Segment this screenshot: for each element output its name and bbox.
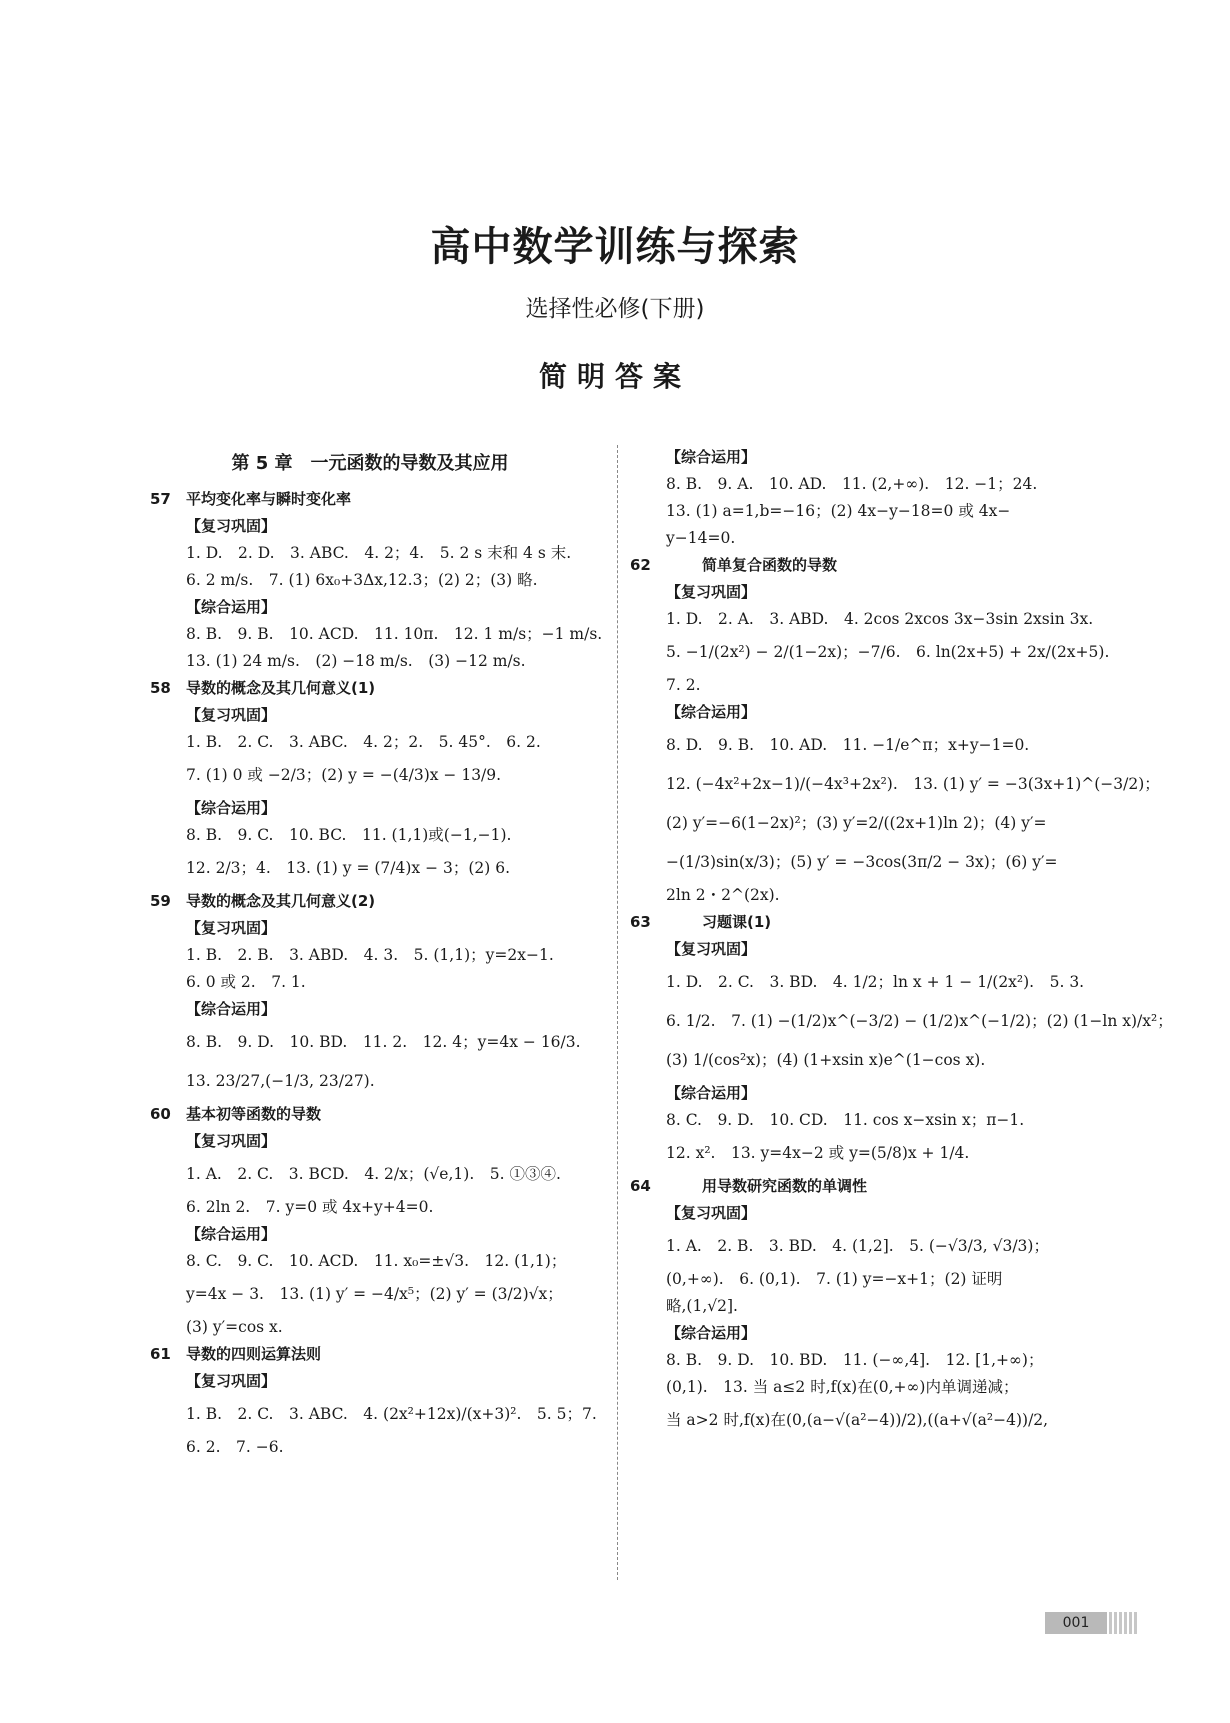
- answer-line: 7. (1) 0 或 −2/3；(2) y = −(4/3)x − 13/9.: [186, 766, 502, 784]
- answer-line: 6. 2 m/s. 7. (1) 6x₀+3Δx,12.3；(2) 2；(3) 略.: [186, 571, 538, 589]
- right-answer-list: [630, 444, 1173, 1440]
- answer-line: 6. 2ln 2. 7. y=0 或 4x+y+4=0.: [186, 1198, 434, 1216]
- answer-line: 1. B. 2. B. 3. ABD. 4. 3. 5. (1,1)；y=2x−1.: [186, 946, 554, 964]
- answer-line: 略,(1,√2].: [666, 1297, 738, 1315]
- lesson-heading: [150, 1341, 590, 1368]
- lesson-number: 59: [150, 892, 171, 910]
- answer-line: 8. B. 9. C. 10. BC. 11. (1,1)或(−1,−1).: [186, 826, 512, 844]
- answer-line: 12. x². 13. y=4x−2 或 y=(5/8)x + 1/4.: [666, 1144, 970, 1162]
- lesson-heading: [150, 1101, 590, 1128]
- answer-line: 1. D. 2. C. 3. BD. 4. 1/2；ln x + 1 − 1/(2x²). 5. 3.: [666, 973, 1085, 991]
- answer-line: 6. 0 或 2. 7. 1.: [186, 973, 306, 991]
- lesson-number: 61: [150, 1345, 171, 1363]
- answers-heading: 简明答案: [538, 360, 691, 393]
- answer-line: 1. B. 2. C. 3. ABC. 4. (2x²+12x)/(x+3)². 5. 5；7.: [186, 1405, 597, 1423]
- left-answer-list: [150, 486, 603, 1461]
- lesson-title: 基本初等函数的导数: [186, 1105, 322, 1123]
- answer-line: 8. D. 9. B. 10. AD. 11. −1/e^π；x+y−1=0.: [666, 736, 1030, 754]
- lesson-title: 平均变化率与瞬时变化率: [186, 490, 352, 508]
- section-label: 【复习巩固】: [186, 919, 277, 937]
- answer-line: 8. B. 9. D. 10. BD. 11. (−∞,4]. 12. [1,+∞)；: [666, 1351, 1044, 1369]
- lesson-number: 63: [630, 913, 651, 931]
- section-label: 【复习巩固】: [186, 517, 277, 535]
- answer-line: 1. A. 2. C. 3. BCD. 4. 2/x；(√e,1). 5. ①③④.: [186, 1165, 561, 1183]
- answer-line: 12. (−4x²+2x−1)/(−4x³+2x²). 13. (1) y′ = −3(3x+1)^(−3/2)；: [666, 775, 1160, 793]
- section-label: 【复习巩固】: [666, 583, 757, 601]
- answer-line: 1. D. 2. A. 3. ABD. 4. 2cos 2xcos 3x−3sin 2xsin 3x.: [666, 610, 1094, 628]
- lesson-number: 58: [150, 679, 171, 697]
- lesson-title: 导数的四则运算法则: [186, 1345, 322, 1363]
- section-label: 【综合运用】: [186, 1000, 277, 1018]
- answer-line: 8. B. 9. A. 10. AD. 11. (2,+∞). 12. −1；24.: [666, 475, 1038, 493]
- section-label: 【复习巩固】: [186, 1372, 277, 1390]
- lesson-heading: [150, 486, 590, 513]
- section-label: 【复习巩固】: [186, 1132, 277, 1150]
- section-label: 【综合运用】: [186, 799, 277, 817]
- right-column: [630, 444, 1173, 1440]
- answer-line: (3) 1/(cos²x)；(4) (1+xsin x)e^(1−cos x).: [666, 1051, 986, 1069]
- answer-line: 8. C. 9. C. 10. ACD. 11. x₀=±√3. 12. (1,1)；: [186, 1252, 567, 1270]
- answer-line: 12. 2/3；4. 13. (1) y = (7/4)x − 3；(2) 6.: [186, 859, 511, 877]
- lesson-number: 62: [630, 556, 651, 574]
- page-number: 001: [1045, 1612, 1107, 1634]
- answer-line: 7. 2.: [666, 676, 701, 694]
- section-label: 【复习巩固】: [186, 706, 277, 724]
- section-label: 【综合运用】: [666, 703, 757, 721]
- section-label: 【综合运用】: [186, 1225, 277, 1243]
- answer-line: y−14=0.: [666, 529, 736, 547]
- answer-line: 13. (1) 24 m/s. (2) −18 m/s. (3) −12 m/s.: [186, 652, 526, 670]
- column-divider: [617, 445, 618, 1580]
- page-title: 高中数学训练与探索: [430, 223, 800, 270]
- answer-line: (3) y′=cos x.: [186, 1318, 283, 1336]
- lesson-number: 64: [630, 1177, 651, 1195]
- chapter-heading: 第 5 章 一元函数的导数及其应用: [231, 453, 509, 474]
- page-subtitle: 选择性必修(下册): [525, 296, 705, 322]
- lesson-title: 导数的概念及其几何意义(1): [186, 679, 376, 697]
- answer-line: 8. C. 9. D. 10. CD. 11. cos x−xsin x；π−1.: [666, 1111, 1025, 1129]
- lesson-heading: [630, 909, 1091, 936]
- answer-line: 13. 23/27,(−1/3, 23/27).: [186, 1072, 375, 1090]
- answer-line: 8. B. 9. D. 10. BD. 11. 2. 12. 4；y=4x − 16/3.: [186, 1033, 581, 1051]
- answer-line: 6. 1/2. 7. (1) −(1/2)x^(−3/2) − (1/2)x^(−1/2)；(2) (1−ln x)/x²；: [666, 1012, 1173, 1030]
- section-label: 【综合运用】: [666, 1324, 757, 1342]
- page-number-decoration: [1109, 1612, 1139, 1634]
- lesson-heading: [150, 888, 590, 915]
- section-label: 【复习巩固】: [666, 940, 757, 958]
- lesson-title: 习题课(1): [702, 913, 772, 931]
- answer-line: 1. B. 2. C. 3. ABC. 4. 2；2. 5. 45°. 6. 2.: [186, 733, 541, 751]
- lesson-title: 用导数研究函数的单调性: [702, 1177, 868, 1195]
- answer-line: 6. 2. 7. −6.: [186, 1438, 284, 1456]
- lesson-title: 简单复合函数的导数: [702, 556, 838, 574]
- answer-line: 2ln 2・2^(2x).: [666, 886, 780, 904]
- answer-line: (0,1). 13. 当 a≤2 时,f(x)在(0,+∞)内单调递减；: [666, 1378, 1019, 1396]
- answer-line: 5. −1/(2x²) − 2/(1−2x)；−7/6. 6. ln(2x+5) + 2x/(2x+5).: [666, 643, 1110, 661]
- lesson-number: 57: [150, 490, 171, 508]
- answer-line: (2) y′=−6(1−2x)²；(3) y′=2/((2x+1)ln 2)；(4) y′=: [666, 814, 1047, 832]
- answer-line: 当 a>2 时,f(x)在(0,(a−√(a²−4))/2),((a+√(a²−4))/2,: [666, 1411, 1049, 1429]
- section-label: 【综合运用】: [666, 1084, 757, 1102]
- section-label: 【综合运用】: [186, 598, 277, 616]
- lesson-title: 导数的概念及其几何意义(2): [186, 892, 376, 910]
- answer-line: y=4x − 3. 13. (1) y′ = −4/x⁵；(2) y′ = (3/2)√x；: [186, 1285, 563, 1303]
- lesson-number: 60: [150, 1105, 171, 1123]
- lesson-heading: [630, 1173, 1091, 1200]
- lesson-heading: [630, 552, 1091, 579]
- answer-line: 13. (1) a=1,b=−16；(2) 4x−y−18=0 或 4x−: [666, 502, 1011, 520]
- section-label: 【综合运用】: [666, 448, 757, 466]
- answer-line: 1. A. 2. B. 3. BD. 4. (1,2]. 5. (−√3/3, √3/3)；: [666, 1237, 1049, 1255]
- answer-line: −(1/3)sin(x/3)；(5) y′ = −3cos(3π/2 − 3x)；(6) y′=: [666, 853, 1058, 871]
- answer-line: 8. B. 9. B. 10. ACD. 11. 10π. 12. 1 m/s；−1 m/s.: [186, 625, 603, 643]
- section-label: 【复习巩固】: [666, 1204, 757, 1222]
- answer-line: (0,+∞). 6. (0,1). 7. (1) y=−x+1；(2) 证明: [666, 1270, 1003, 1288]
- answer-line: 1. D. 2. D. 3. ABC. 4. 2；4. 5. 2 s 末和 4 s 末.: [186, 544, 572, 562]
- left-column: [150, 440, 603, 1461]
- lesson-heading: [150, 675, 590, 702]
